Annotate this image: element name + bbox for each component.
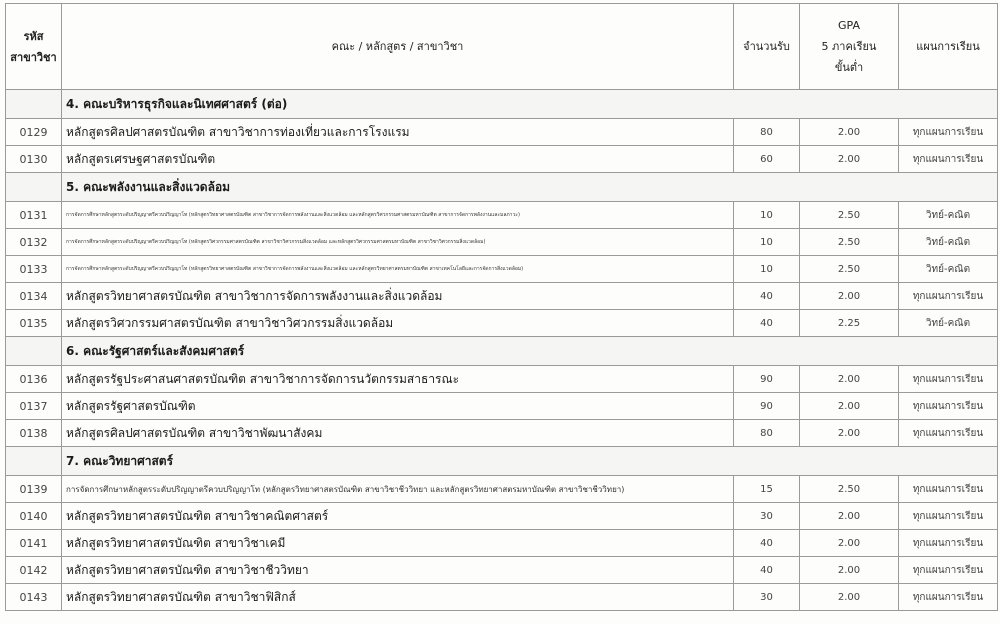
- section-row: [6, 173, 998, 202]
- program-name: การจัดการศึกษาหลักสูตรระดับปริญญาตรีควบปริญญาโท (หลักสูตรวิทยาศาสตรบัณฑิต สาขาวิชาชีววิทยา และหลักสูตรวิทยาศาสตรมหาบัณฑิต สาขาวิชาชีววิทยา): [62, 476, 734, 503]
- program-gpa: 2.00: [800, 119, 899, 146]
- program-seats: 10: [734, 256, 800, 283]
- program-code: 0130: [6, 146, 62, 173]
- program-plan: ทุกแผนการเรียน: [899, 119, 998, 146]
- program-plan: ทุกแผนการเรียน: [899, 584, 998, 611]
- program-seats: 30: [734, 503, 800, 530]
- program-gpa: 2.50: [800, 202, 899, 229]
- table-row: [6, 119, 998, 146]
- program-code: 0133: [6, 256, 62, 283]
- program-seats: 15: [734, 476, 800, 503]
- table-row: [6, 393, 998, 420]
- program-gpa: 2.00: [800, 393, 899, 420]
- section-code-cell: [6, 173, 62, 202]
- program-seats: 40: [734, 310, 800, 337]
- header-program: คณะ / หลักสูตร / สาขาวิชา: [62, 4, 734, 90]
- table-row: [6, 256, 998, 283]
- program-plan: วิทย์-คณิต: [899, 229, 998, 256]
- table-row: [6, 310, 998, 337]
- admission-table: [5, 3, 998, 611]
- program-seats: 40: [734, 530, 800, 557]
- header-gpa-line3: ขั้นต่ำ: [834, 61, 864, 74]
- table-row: [6, 584, 998, 611]
- program-code: 0143: [6, 584, 62, 611]
- program-code: 0142: [6, 557, 62, 584]
- program-seats: 30: [734, 584, 800, 611]
- section-title: 5. คณะพลังงานและสิ่งแวดล้อม: [62, 173, 998, 202]
- header-gpa: [800, 4, 899, 90]
- program-seats: 80: [734, 119, 800, 146]
- header-code: [6, 4, 62, 90]
- program-plan: วิทย์-คณิต: [899, 202, 998, 229]
- section-title: 7. คณะวิทยาศาสตร์: [62, 447, 998, 476]
- program-plan: ทุกแผนการเรียน: [899, 557, 998, 584]
- program-code: 0138: [6, 420, 62, 447]
- program-gpa: 2.00: [800, 503, 899, 530]
- program-name: หลักสูตรศิลปศาสตรบัณฑิต สาขาวิชาพัฒนาสังคม: [62, 420, 734, 447]
- table-row: [6, 229, 998, 256]
- table-header: [6, 4, 998, 90]
- program-gpa: 2.50: [800, 256, 899, 283]
- table-row: [6, 530, 998, 557]
- program-gpa: 2.00: [800, 420, 899, 447]
- program-plan: ทุกแผนการเรียน: [899, 366, 998, 393]
- program-code: 0129: [6, 119, 62, 146]
- table-row: [6, 202, 998, 229]
- program-name: การจัดการศึกษาหลักสูตรระดับปริญญาตรีควบปริญญาโท (หลักสูตรวิทยาศาสตรบัณฑิต สาขาวิชาการจัดการพลังงานและสิ่งแวดล้อม และหลักสูตรวิศวกรรมศาสตรมหาบัณฑิต สาขาการจัดการพลังงานและมลภาวะ): [62, 202, 734, 229]
- program-name: หลักสูตรรัฐประศาสนศาสตรบัณฑิต สาขาวิชาการจัดการนวัตกรรมสาธารณะ: [62, 366, 734, 393]
- program-code: 0134: [6, 283, 62, 310]
- program-name: หลักสูตรวิทยาศาสตรบัณฑิต สาขาวิชาชีววิทยา: [62, 557, 734, 584]
- program-plan: ทุกแผนการเรียน: [899, 283, 998, 310]
- program-code: 0140: [6, 503, 62, 530]
- program-name: หลักสูตรศิลปศาสตรบัณฑิต สาขาวิชาการท่องเที่ยวและการโรงแรม: [62, 119, 734, 146]
- program-plan: ทุกแผนการเรียน: [899, 420, 998, 447]
- header-code-line2: สาขาวิชา: [10, 50, 57, 64]
- program-code: 0137: [6, 393, 62, 420]
- program-seats: 40: [734, 283, 800, 310]
- header-plan: แผนการเรียน: [899, 4, 998, 90]
- program-name: หลักสูตรวิทยาศาสตรบัณฑิต สาขาวิชาการจัดการพลังงานและสิ่งแวดล้อม: [62, 283, 734, 310]
- program-gpa: 2.00: [800, 584, 899, 611]
- program-seats: 10: [734, 229, 800, 256]
- header-seats: จำนวนรับ: [734, 4, 800, 90]
- program-gpa: 2.50: [800, 476, 899, 503]
- program-plan: ทุกแผนการเรียน: [899, 476, 998, 503]
- section-title: 6. คณะรัฐศาสตร์และสังคมศาสตร์: [62, 337, 998, 366]
- program-name: หลักสูตรรัฐศาสตรบัณฑิต: [62, 393, 734, 420]
- program-gpa: 2.25: [800, 310, 899, 337]
- section-code-cell: [6, 447, 62, 476]
- header-gpa-line1: GPA: [838, 19, 860, 32]
- program-plan: วิทย์-คณิต: [899, 256, 998, 283]
- table-row: [6, 146, 998, 173]
- program-seats: 90: [734, 393, 800, 420]
- table-row: [6, 503, 998, 530]
- table-row: [6, 283, 998, 310]
- program-name: หลักสูตรวิทยาศาสตรบัณฑิต สาขาวิชาเคมี: [62, 530, 734, 557]
- section-code-cell: [6, 337, 62, 366]
- program-seats: 60: [734, 146, 800, 173]
- program-gpa: 2.00: [800, 557, 899, 584]
- table-row: [6, 557, 998, 584]
- program-code: 0136: [6, 366, 62, 393]
- section-code-cell: [6, 90, 62, 119]
- section-row: [6, 447, 998, 476]
- table-row: [6, 476, 998, 503]
- program-seats: 90: [734, 366, 800, 393]
- program-plan: ทุกแผนการเรียน: [899, 393, 998, 420]
- program-seats: 40: [734, 557, 800, 584]
- program-seats: 10: [734, 202, 800, 229]
- section-row: [6, 337, 998, 366]
- program-plan: ทุกแผนการเรียน: [899, 530, 998, 557]
- program-code: 0131: [6, 202, 62, 229]
- program-code: 0135: [6, 310, 62, 337]
- program-code: 0139: [6, 476, 62, 503]
- section-title: 4. คณะบริหารธุรกิจและนิเทศศาสตร์ (ต่อ): [62, 90, 998, 119]
- program-name: การจัดการศึกษาหลักสูตรระดับปริญญาตรีควบปริญญาโท (หลักสูตรวิศวกรรมศาสตรบัณฑิต สาขาวิชาวิศวกรรมสิ่งแวดล้อม และหลักสูตรวิศวกรรมศาสตรมหาบัณฑิต สาขาวิชาวิศวกรรมสิ่งแวดล้อม): [62, 229, 734, 256]
- program-name: หลักสูตรวิทยาศาสตรบัณฑิต สาขาวิชาฟิสิกส์: [62, 584, 734, 611]
- program-gpa: 2.00: [800, 283, 899, 310]
- program-gpa: 2.00: [800, 366, 899, 393]
- program-name: หลักสูตรวิทยาศาสตรบัณฑิต สาขาวิชาคณิตศาสตร์: [62, 503, 734, 530]
- header-gpa-line2: 5 ภาคเรียน: [821, 40, 877, 53]
- program-gpa: 2.50: [800, 229, 899, 256]
- program-plan: ทุกแผนการเรียน: [899, 146, 998, 173]
- header-code-line1: รหัส: [23, 29, 44, 43]
- table-row: [6, 420, 998, 447]
- table-row: [6, 366, 998, 393]
- program-gpa: 2.00: [800, 146, 899, 173]
- program-code: 0132: [6, 229, 62, 256]
- program-seats: 80: [734, 420, 800, 447]
- table-body: [6, 90, 998, 611]
- section-row: [6, 90, 998, 119]
- program-name: การจัดการศึกษาหลักสูตรระดับปริญญาตรีควบปริญญาโท (หลักสูตรวิทยาศาสตรบัณฑิต สาขาวิชาการจัดการพลังงานและสิ่งแวดล้อม และหลักสูตรวิทยาศาสตรมหาบัณฑิต สาขาเทคโนโลยีและการจัดการสิ่งแวดล้อม): [62, 256, 734, 283]
- program-name: หลักสูตรวิศวกรรมศาสตรบัณฑิต สาขาวิชาวิศวกรรมสิ่งแวดล้อม: [62, 310, 734, 337]
- program-code: 0141: [6, 530, 62, 557]
- program-name: หลักสูตรเศรษฐศาสตรบัณฑิต: [62, 146, 734, 173]
- program-plan: ทุกแผนการเรียน: [899, 503, 998, 530]
- program-gpa: 2.00: [800, 530, 899, 557]
- program-plan: วิทย์-คณิต: [899, 310, 998, 337]
